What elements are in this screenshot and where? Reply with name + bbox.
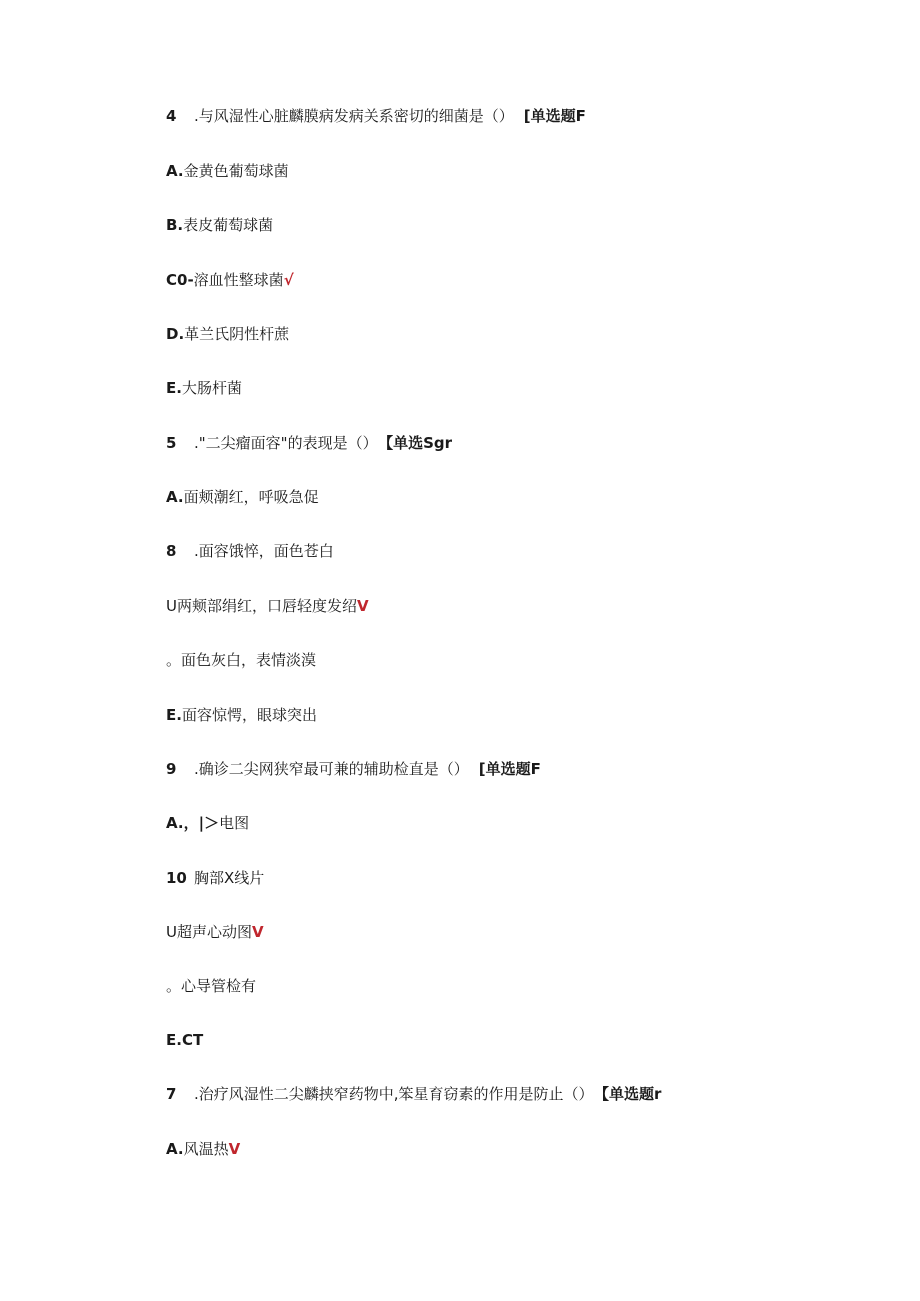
option-c — [166, 922, 264, 942]
option-prefix: A. — [166, 1140, 184, 1158]
question-number: 5 — [166, 434, 177, 452]
option-a — [166, 161, 289, 181]
option-c — [166, 270, 294, 290]
option-text: 面颊潮红，呼吸急促 — [183, 488, 319, 506]
option-b — [166, 215, 273, 235]
option-d — [166, 976, 256, 996]
question-number: 7 — [166, 1085, 177, 1103]
option-c — [166, 596, 369, 616]
option-prefix: E.CT — [166, 1031, 204, 1049]
option-prefix: 8 — [166, 542, 177, 560]
option-text: 面色灰白，表情淡漠 — [181, 651, 317, 669]
option-text: 面容惊愕，眼球突出 — [181, 706, 317, 724]
option-prefix: A. — [166, 162, 184, 180]
question-type-tag: 【单选Sgr — [385, 434, 453, 452]
correct-mark: V — [228, 1140, 241, 1158]
option-prefix: U — [166, 597, 177, 615]
question-4 — [166, 106, 586, 126]
option-prefix: C0- — [166, 271, 194, 289]
option-prefix: E. — [166, 706, 182, 724]
option-text: 大肠杆菌 — [181, 379, 242, 397]
correct-mark: √ — [283, 271, 294, 289]
option-text: .面容饿悴，面色苍白 — [194, 542, 334, 560]
option-d — [166, 650, 316, 670]
option-prefix: U — [166, 923, 177, 941]
option-b — [166, 541, 334, 561]
question-5 — [166, 433, 452, 453]
option-text: 超声心动图 — [176, 923, 252, 941]
option-text: 风温热 — [183, 1140, 229, 1158]
question-number: 4 — [166, 107, 177, 125]
question-text: .治疗风湿性二尖麟挟窄药物中,笨星育窃素的作用是防止（） — [194, 1085, 594, 1103]
option-e — [166, 378, 242, 398]
option-text: 两颊部绢红，口唇轻度发绍 — [176, 597, 357, 615]
correct-mark: V — [252, 923, 264, 941]
option-prefix: 。 — [166, 651, 182, 669]
question-type-tag: 【单选题r — [601, 1085, 662, 1103]
option-text: 胸部X线片 — [194, 869, 265, 887]
option-a — [166, 487, 319, 507]
option-text: 溶血性整球菌 — [193, 271, 284, 289]
option-b — [166, 868, 264, 888]
question-7 — [166, 1084, 661, 1104]
option-a — [166, 813, 249, 833]
option-e — [166, 1030, 203, 1050]
question-text: ."二尖瘤面容"的表现是（） — [194, 434, 378, 452]
question-9 — [166, 759, 541, 779]
question-text: .与风湿性心脏麟膜病发病关系密切的细菌是（） — [194, 107, 514, 125]
correct-mark: V — [357, 597, 369, 615]
option-prefix: A.，|＞ — [166, 814, 220, 832]
option-text: 表皮葡萄球菌 — [183, 216, 274, 234]
option-prefix: 。 — [166, 977, 182, 995]
question-number: 9 — [166, 760, 177, 778]
option-a — [166, 1139, 240, 1159]
option-prefix: D. — [166, 325, 185, 343]
question-type-tag: [单选题F — [478, 760, 541, 778]
question-type-tag: [单选题F — [523, 107, 586, 125]
option-text: 金黄色葡萄球菌 — [183, 162, 289, 180]
option-e — [166, 705, 317, 725]
option-prefix: B. — [166, 216, 184, 234]
option-text: 革兰氏阴性杆蔗 — [184, 325, 290, 343]
option-text: 心导管检有 — [181, 977, 257, 995]
question-text: .确诊二尖网狭窄最可兼的辅助检直是（） — [194, 760, 469, 778]
option-prefix: E. — [166, 379, 182, 397]
option-text: 电图 — [219, 814, 250, 832]
option-prefix: A. — [166, 488, 184, 506]
option-d — [166, 324, 289, 344]
option-prefix: 10 — [166, 869, 187, 887]
